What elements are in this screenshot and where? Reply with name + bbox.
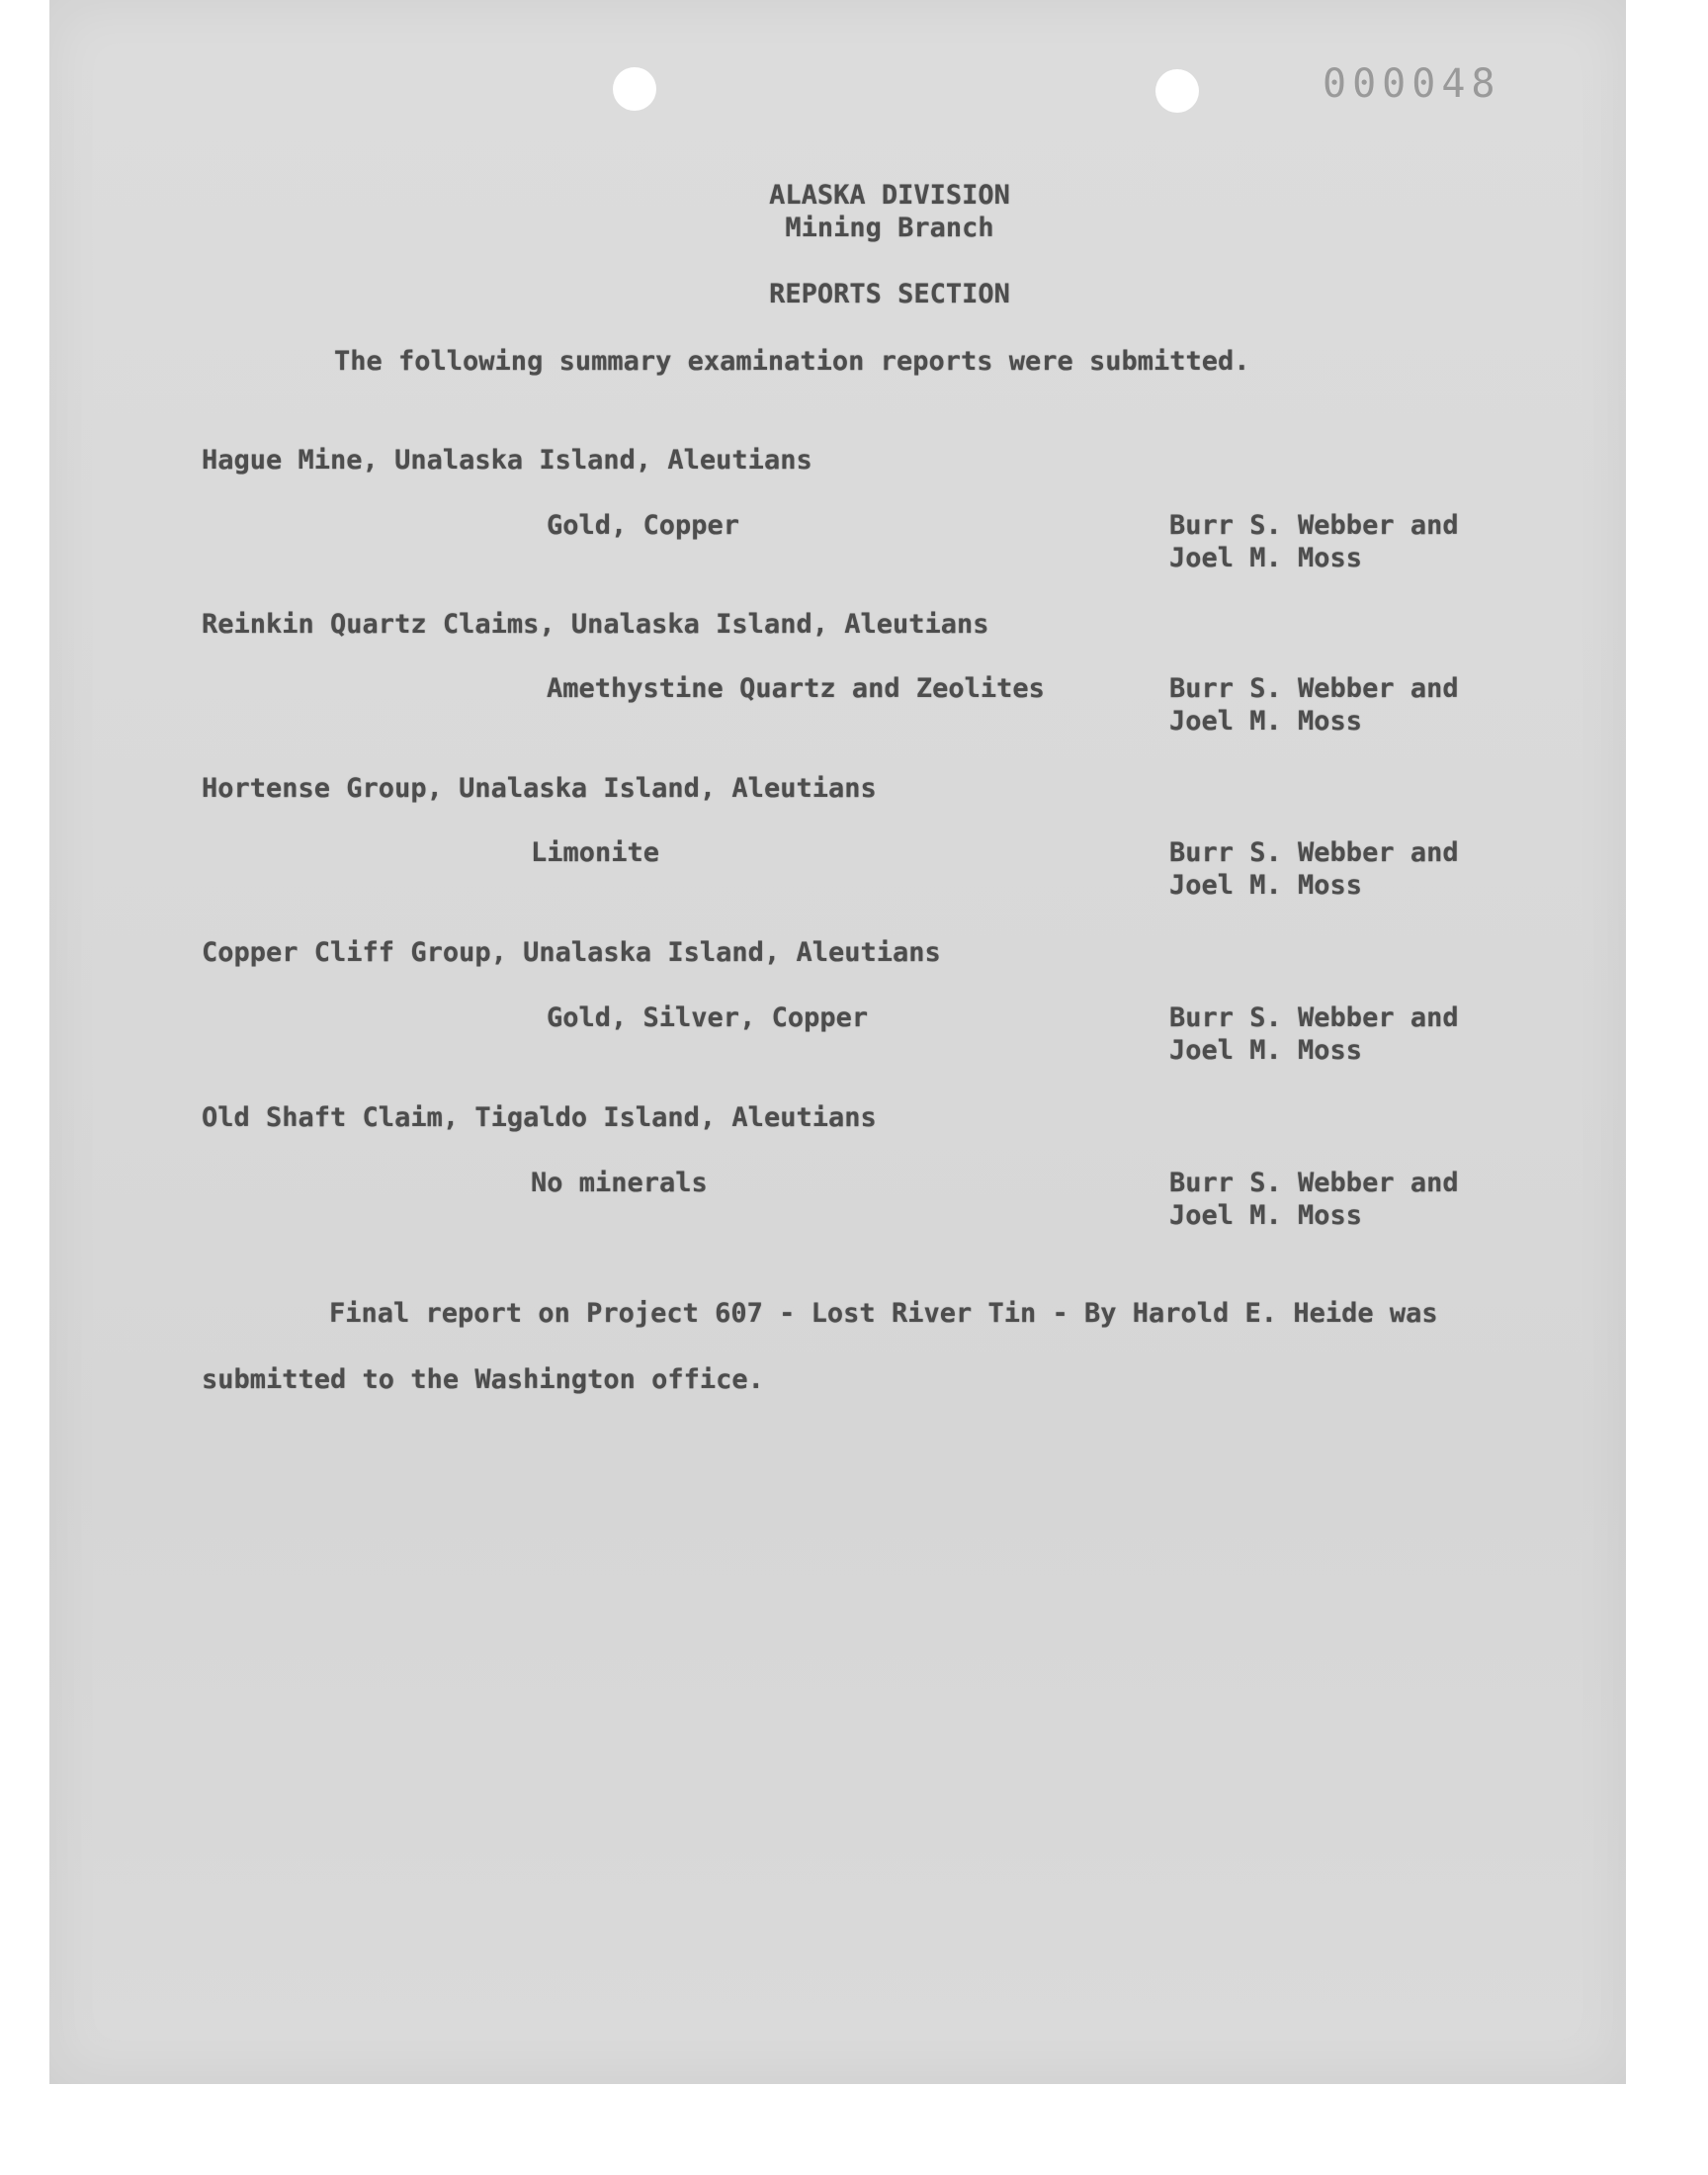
report-author-line1: Burr S. Webber and [1169,837,1459,868]
branch-heading: Mining Branch [785,213,994,243]
report-location: Hortense Group, Unalaska Island, Aleutians [202,773,877,804]
final-report-line1: Final report on Project 607 - Lost River Tin - By Harold E. Heide was [329,1298,1438,1329]
report-location: Hague Mine, Unalaska Island, Aleutians [202,445,812,476]
report-minerals: Amethystine Quartz and Zeolites [547,673,1045,704]
report-minerals: Gold, Copper [547,510,740,541]
report-location: Reinkin Quartz Claims, Unalaska Island, Aleutians [202,609,989,640]
report-author-line2: Joel M. Moss [1169,543,1363,573]
report-author-line1: Burr S. Webber and [1169,510,1459,541]
document-stamp-number: 000048 [1323,61,1501,107]
report-author-line2: Joel M. Moss [1169,706,1363,737]
punch-hole-left [613,67,656,111]
document-page [49,0,1626,2084]
report-author-line1: Burr S. Webber and [1169,1168,1459,1198]
punch-hole-right [1155,69,1199,113]
report-minerals: Limonite [531,837,660,868]
report-location: Copper Cliff Group, Unalaska Island, Aleutians [202,937,941,968]
division-heading: ALASKA DIVISION [769,180,1010,211]
report-minerals: No minerals [531,1168,708,1198]
report-author-line2: Joel M. Moss [1169,1200,1363,1231]
report-author-line2: Joel M. Moss [1169,1035,1363,1066]
report-author-line1: Burr S. Webber and [1169,1002,1459,1033]
report-author-line1: Burr S. Webber and [1169,673,1459,704]
final-report-line2: submitted to the Washington office. [202,1364,764,1395]
report-author-line2: Joel M. Moss [1169,870,1363,901]
section-heading: REPORTS SECTION [769,279,1010,309]
report-location: Old Shaft Claim, Tigaldo Island, Aleutians [202,1102,877,1133]
intro-text: The following summary examination reports were submitted. [334,346,1250,377]
report-minerals: Gold, Silver, Copper [547,1002,869,1033]
